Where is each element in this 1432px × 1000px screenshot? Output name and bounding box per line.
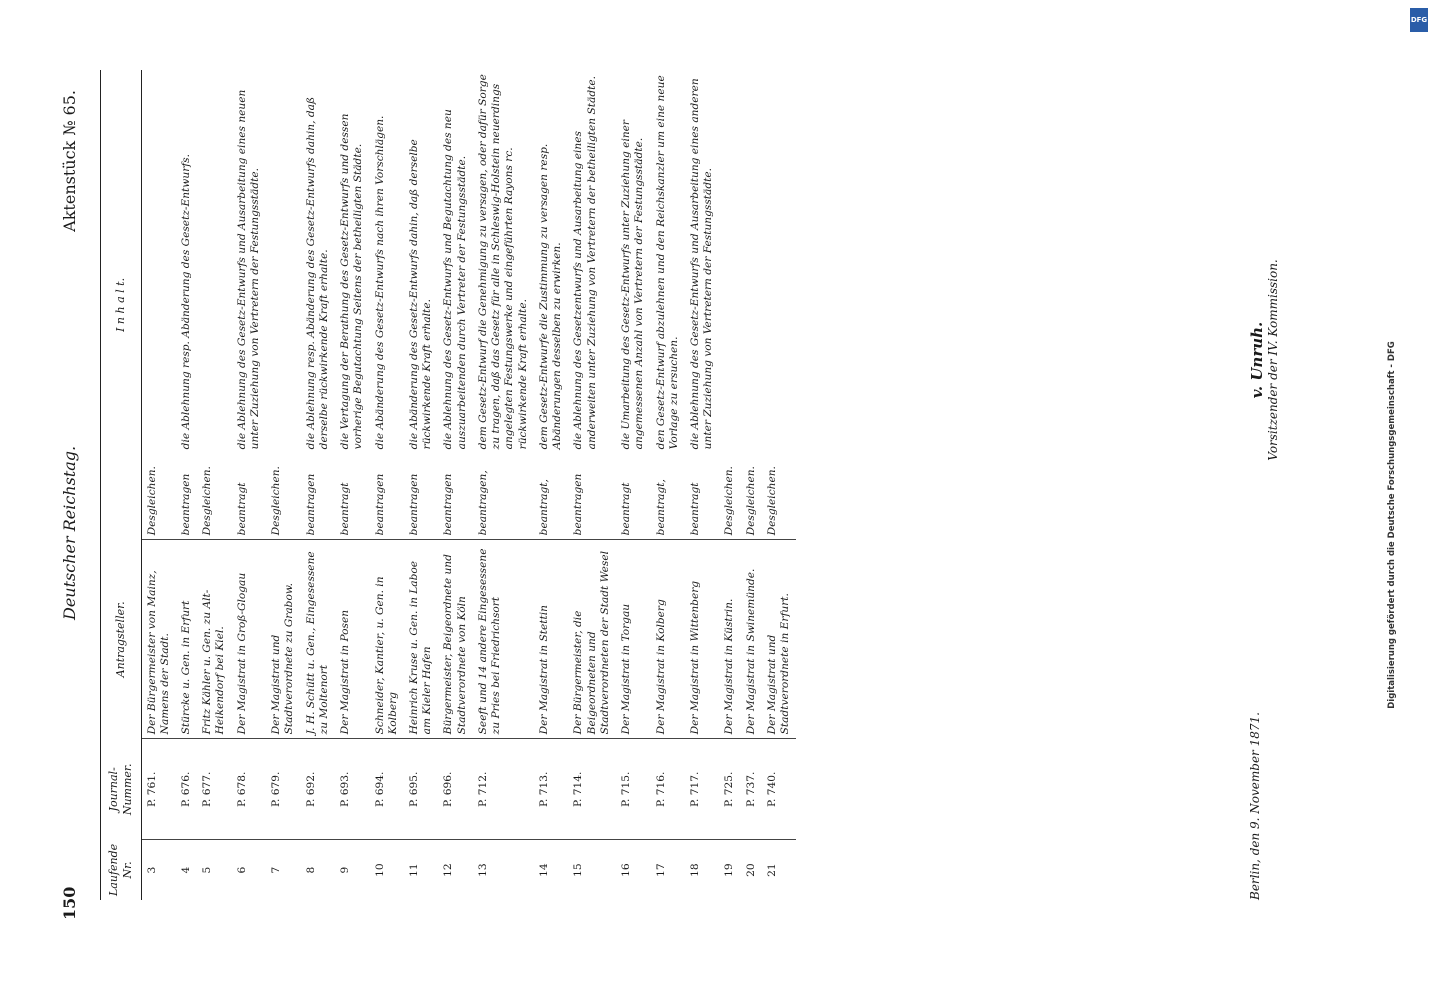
cell-antragsteller: J. H. Schütt u. Gen., Eingesessene zu Moltenort — [301, 540, 335, 739]
table-row — [568, 70, 616, 900]
footer-date: Berlin, den 9. November 1871. — [1248, 712, 1262, 900]
cell-nr: 7 — [266, 840, 300, 900]
table-row — [719, 70, 740, 900]
table-row — [197, 70, 231, 900]
cell-antragsteller: Fritz Kähler u. Gen. zu Alt-Heikendorf bei Kiel. — [197, 540, 231, 739]
cell-journal: P. 696. — [438, 739, 472, 840]
table-row — [438, 70, 472, 900]
cell-nr: 18 — [685, 840, 719, 900]
cell-journal: P. 717. — [685, 739, 719, 840]
cell-antragsteller: Der Magistrat in Stettin — [534, 540, 568, 739]
dfg-logo: DFG — [1410, 8, 1428, 32]
cell-antragsteller: Bürgermeister, Beigeordnete und Stadtverordnete von Köln — [438, 540, 472, 739]
cell-antragsteller: Der Magistrat und Stadtverordnete zu Grabow. — [266, 540, 300, 739]
cell-antragsteller: Der Magistrat in Posen — [335, 540, 369, 739]
cell-antragsteller: Heinrich Kruse u. Gen. in Laboe am Kieler Hafen — [404, 540, 438, 739]
cell-nr: 8 — [301, 840, 335, 900]
cell-inhalt: den Gesetz-Entwurf abzulehnen und den Reichskanzler um eine neue Vorlage zu ersuchen. — [654, 75, 680, 450]
table-row — [741, 70, 762, 900]
table-row — [651, 70, 685, 900]
cell-verb: beantragen — [304, 473, 317, 536]
cell-verb: Desgleichen. — [765, 466, 778, 536]
cell-journal: P. 715. — [616, 739, 650, 840]
cell-inhalt: die Abänderung des Gesetz-Entwurfs nach ihren Vorschlägen. — [373, 115, 386, 450]
signature-block — [1248, 210, 1280, 510]
table-row — [473, 70, 534, 900]
petition-table — [100, 70, 796, 900]
cell-journal: P. 713. — [534, 739, 568, 840]
cell-verb: beantragen — [442, 473, 455, 536]
cell-antragsteller: Der Magistrat in Torgau — [616, 540, 650, 739]
cell-inhalt — [762, 70, 796, 453]
cell-inhalt: die Ablehnung des Gesetz-Entwurfs und Begutachtung des neu auszuarbeitenden durch Vertreter der Festungsstädte. — [442, 109, 468, 450]
cell-verb: beantragt, — [654, 479, 667, 536]
table-row — [370, 70, 404, 900]
cell-inhalt: die Ablehnung des Gesetzentwurfs und Ausarbeitung eines anderweiten unter Zuziehung von Vertretern der betheiligten Städte. — [572, 76, 598, 450]
signature-role: Vorsitzender der IV. Kommission. — [1266, 259, 1280, 461]
page-number: 150 — [60, 886, 79, 920]
cell-inhalt: die Umarbeitung des Gesetz-Entwurfs unter Zuziehung einer angemessenen Anzahl von Vertretern der Festungsstädte. — [620, 120, 646, 450]
cell-inhalt: dem Gesetz-Entwurf die Genehmigung zu versagen, oder dafür Sorge zu tragen, daß das Gesetz für alle in Schleswig-Holstein neuerdings angelegten Festungswerke und eingeführten Rayons rc. rückwirkende Kraft erhalte. — [476, 74, 529, 450]
cell-journal: P. 678. — [232, 739, 266, 840]
cell-antragsteller: Der Magistrat in Wittenberg — [685, 540, 719, 739]
cell-nr: 13 — [473, 840, 534, 900]
cell-antragsteller: Der Magistrat in Küstrin. — [719, 540, 740, 739]
cell-antragsteller: Stürcke u. Gen. in Erfurt — [176, 540, 197, 739]
page-header — [60, 90, 86, 920]
cell-nr: 5 — [197, 840, 231, 900]
cell-verb: Desgleichen. — [744, 466, 757, 536]
cell-nr: 20 — [741, 840, 762, 900]
cell-verb: beantragen — [179, 473, 192, 536]
cell-journal: P. 714. — [568, 739, 616, 840]
table-row — [685, 70, 719, 900]
cell-antragsteller: Der Bürgermeister von Mainz, Namens der Stadt. — [141, 540, 176, 739]
table-row — [762, 70, 796, 900]
table-header-row — [101, 70, 142, 900]
cell-journal: P. 740. — [762, 739, 796, 840]
cell-nr: 9 — [335, 840, 369, 900]
cell-verb: Desgleichen. — [723, 466, 736, 536]
cell-nr: 4 — [176, 840, 197, 900]
table-row — [534, 70, 568, 900]
table-row — [176, 70, 197, 900]
cell-journal: P. 737. — [741, 739, 762, 840]
cell-nr: 14 — [534, 840, 568, 900]
cell-nr: 6 — [232, 840, 266, 900]
cell-verb: beantragt — [235, 482, 248, 536]
cell-antragsteller: Der Magistrat in Swinemünde. — [741, 540, 762, 739]
cell-inhalt — [197, 70, 231, 453]
cell-journal: P. 695. — [404, 739, 438, 840]
cell-verb: beantragt — [339, 482, 352, 536]
cell-inhalt: die Ablehnung resp. Abänderung des Gesetz-Entwurfs. — [179, 154, 192, 450]
cell-verb: beantragen, — [476, 470, 489, 536]
cell-antragsteller: Der Magistrat und Stadtverordnete in Erfurt. — [762, 540, 796, 739]
rotated-page — [16, 30, 1416, 970]
table-row — [335, 70, 369, 900]
cell-journal: P. 676. — [176, 739, 197, 840]
col-header-journal: Journal-Nummer. — [101, 739, 142, 840]
cell-nr: 10 — [370, 840, 404, 900]
cell-journal: P. 677. — [197, 739, 231, 840]
table-row — [266, 70, 300, 900]
table-row — [232, 70, 266, 900]
signature-name: v. Unruh. — [1248, 321, 1266, 399]
cell-journal: P. 693. — [335, 739, 369, 840]
cell-journal: P. 694. — [370, 739, 404, 840]
table-row — [301, 70, 335, 900]
cell-verb: beantragen — [408, 473, 421, 536]
cell-journal: P. 679. — [266, 739, 300, 840]
cell-verb: beantragt — [620, 482, 633, 536]
cell-antragsteller: Der Magistrat in Kolberg — [651, 540, 685, 739]
cell-nr: 19 — [719, 840, 740, 900]
cell-verb: Desgleichen. — [145, 466, 158, 536]
cell-inhalt — [719, 70, 740, 453]
cell-journal: P. 692. — [301, 739, 335, 840]
cell-verb: beantragt — [689, 482, 701, 536]
col-header-antragsteller: Antragsteller. — [101, 540, 142, 739]
cell-nr: 12 — [438, 840, 472, 900]
col-header-inhalt: I n h a l t. — [101, 70, 142, 540]
cell-verb: beantragen — [572, 473, 585, 536]
cell-inhalt — [141, 70, 176, 453]
cell-inhalt: die Abänderung des Gesetz-Entwurfs dahin, daß derselbe rückwirkende Kraft erhalte. — [408, 139, 434, 450]
cell-nr: 21 — [762, 840, 796, 900]
table-row — [616, 70, 650, 900]
cell-antragsteller: Schneider, Kantier, u. Gen. in Kolberg — [370, 540, 404, 739]
digitization-credit: Digitalisierung gefördert durch die Deutsche Forschungsgemeinschaft - DFG — [1387, 341, 1397, 709]
document-number: Aktenstück № 65. — [60, 90, 79, 232]
cell-inhalt: dem Gesetz-Entwurfe die Zustimmung zu versagen resp. Abänderungen desselben zu erwirken. — [537, 143, 564, 450]
cell-journal: P. 712. — [473, 739, 534, 840]
cell-nr: 11 — [404, 840, 438, 900]
col-header-nr: Laufende Nr. — [101, 840, 142, 900]
table-body — [141, 70, 796, 900]
cell-verb: Desgleichen. — [270, 466, 283, 536]
cell-nr: 15 — [568, 840, 616, 900]
cell-antragsteller: Der Magistrat in Groß-Glogau — [232, 540, 266, 739]
cell-verb: Desgleichen. — [201, 466, 214, 536]
cell-antragsteller: Der Bürgermeister, die Beigeordneten und Stadtverordneten der Stadt Wesel — [568, 540, 616, 739]
cell-nr: 16 — [616, 840, 650, 900]
cell-inhalt: die Ablehnung des Gesetz-Entwurfs und Ausarbeitung eines neuen unter Zuziehung von Vertretern der Festungsstädte. — [235, 89, 261, 450]
cell-verb: beantragt, — [537, 479, 550, 536]
table-row — [141, 70, 176, 900]
cell-inhalt: die Ablehnung des Gesetz-Entwurfs und Ausarbeitung eines anderen unter Zuziehung von Vertretern der Festungsstädte. — [689, 78, 715, 450]
cell-verb: beantragen — [373, 473, 386, 536]
cell-journal: P. 761. — [141, 739, 176, 840]
cell-inhalt — [266, 70, 300, 453]
cell-inhalt: die Ablehnung resp. Abänderung des Gesetz-Entwurfs dahin, daß derselbe rückwirkende Kraft erhalte. — [304, 96, 330, 450]
cell-antragsteller: Seeft und 14 andere Eingesessene zu Pries bei Friedrichsort — [473, 540, 534, 739]
cell-inhalt: die Vertagung der Berathung des Gesetz-Entwurfs und dessen vorherige Begutachtung Seitens der betheiligten Städte. — [339, 113, 365, 450]
page-title: Deutscher Reichstag. — [60, 445, 79, 620]
cell-inhalt — [741, 70, 762, 453]
cell-nr: 17 — [651, 840, 685, 900]
cell-journal: P. 725. — [719, 739, 740, 840]
cell-nr: 3 — [141, 840, 176, 900]
cell-journal: P. 716. — [651, 739, 685, 840]
table-row — [404, 70, 438, 900]
